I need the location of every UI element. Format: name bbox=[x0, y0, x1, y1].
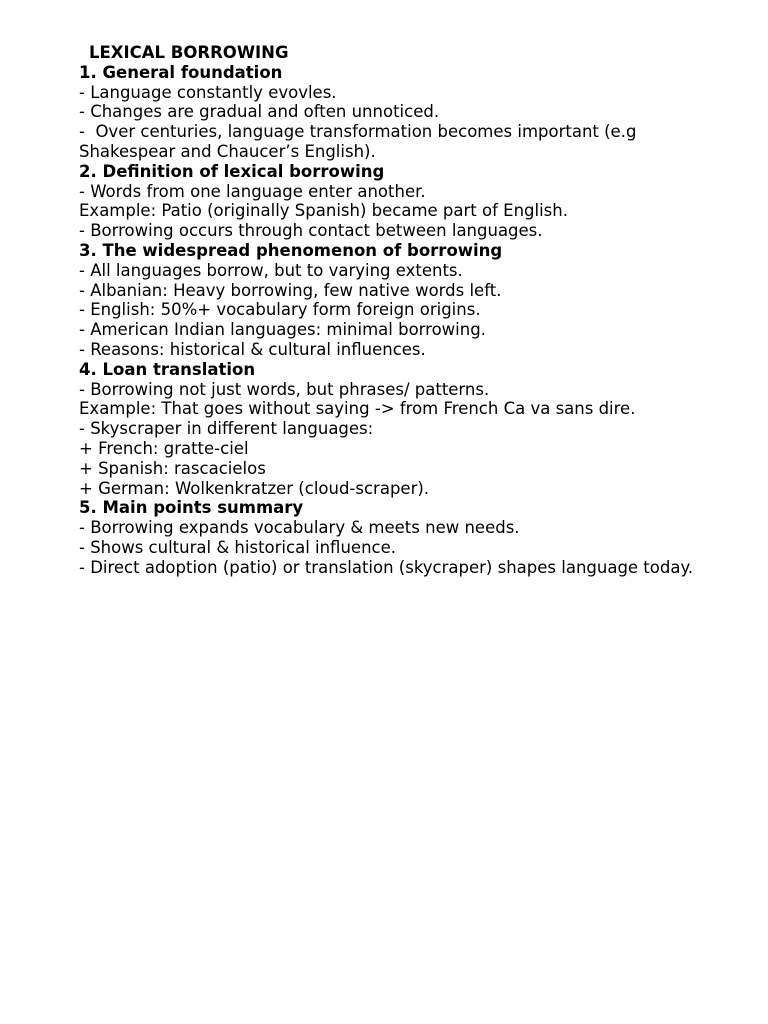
text-line: - Borrowing expands vocabulary & meets new needs. bbox=[79, 518, 520, 538]
text-line: - Reasons: historical & cultural influences. bbox=[79, 339, 426, 359]
section-heading: 3. The widespread phenomenon of borrowing bbox=[79, 240, 503, 260]
document-page bbox=[79, 43, 719, 578]
text-line: + German: Wolkenkratzer (cloud-scraper). bbox=[79, 478, 430, 498]
text-line: - Shows cultural & historical influence. bbox=[79, 537, 396, 557]
document-title: LEXICAL BORROWING bbox=[89, 43, 289, 62]
text-line: + French: gratte-ciel bbox=[79, 438, 249, 458]
text-line: - Borrowing not just words, but phrases/ patterns. bbox=[79, 379, 490, 399]
text-line: - Borrowing occurs through contact between languages. bbox=[79, 221, 543, 241]
text-line: - Words from one language enter another. bbox=[79, 181, 426, 201]
section-general-foundation bbox=[79, 63, 719, 162]
section-widespread-phenomenon bbox=[79, 241, 719, 360]
text-line: - Direct adoption (patio) or translation (skycraper) shapes language today. bbox=[79, 557, 694, 577]
section-main-points-summary bbox=[79, 498, 719, 577]
text-line: - Over centuries, language transformation becomes important (e.g Shakespear and Chaucer’s English). bbox=[79, 122, 642, 161]
section-definition bbox=[79, 162, 719, 241]
text-line: - Changes are gradual and often unnoticed. bbox=[79, 102, 440, 122]
section-loan-translation bbox=[79, 360, 719, 499]
text-line: Example: Patio (originally Spanish) became part of English. bbox=[79, 201, 568, 221]
section-heading: 4. Loan translation bbox=[79, 359, 256, 379]
text-line: - All languages borrow, but to varying extents. bbox=[79, 260, 463, 280]
text-line: - English: 50%+ vocabulary form foreign origins. bbox=[79, 300, 481, 320]
section-heading: 1. General foundation bbox=[79, 62, 283, 82]
text-line: + Spanish: rascacielos bbox=[79, 458, 266, 478]
section-heading: 5. Main points summary bbox=[79, 498, 304, 518]
text-line: Example: That goes without saying -> from French Ca va sans dire. bbox=[79, 399, 636, 419]
text-line: - American Indian languages: minimal borrowing. bbox=[79, 320, 486, 340]
section-heading: 2. Definition of lexical borrowing bbox=[79, 161, 385, 181]
text-line: - Albanian: Heavy borrowing, few native words left. bbox=[79, 280, 502, 300]
text-line: - Language constantly evovles. bbox=[79, 82, 337, 102]
text-line: - Skyscraper in different languages: bbox=[79, 419, 374, 439]
